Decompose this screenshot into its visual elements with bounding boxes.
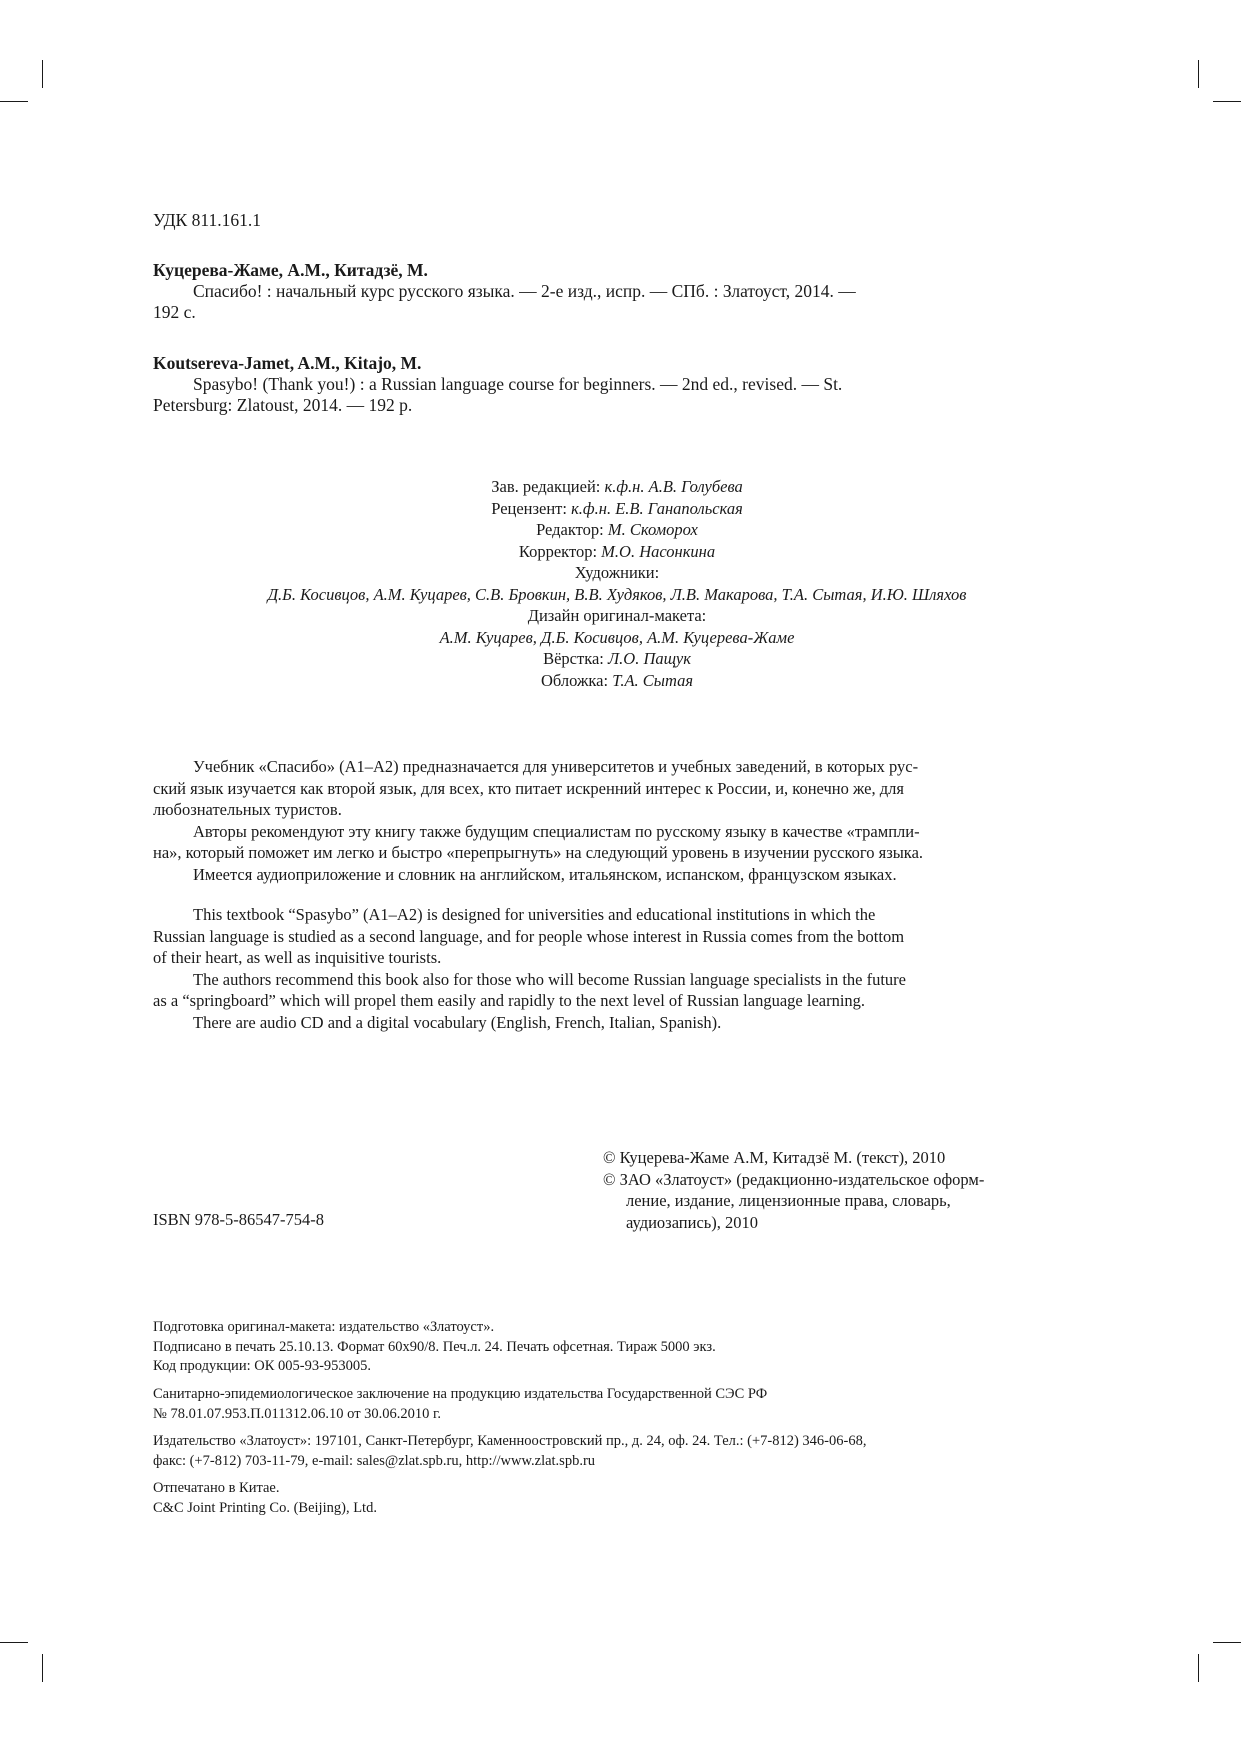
crop-mark: [42, 1654, 43, 1682]
ru-title-line: 192 с.: [153, 302, 196, 322]
credit-cover: [153, 670, 1081, 692]
credit-label: Корректор:: [518, 541, 598, 561]
credit-name: А.М. Куцарев, Д.Б. Косивцов, А.М. Куцерева-Жаме: [439, 627, 795, 647]
copyright-line: © ЗАО «Златоуст» (редакционно-издательское оформ-: [603, 1169, 985, 1189]
credit-name: Т.А. Сытая: [612, 670, 693, 690]
credit-corrector: [153, 541, 1081, 563]
annotation-line: на», который поможет им легко и быстро «перепрыгнуть» на следующий уровень в изучении русского языка.: [153, 843, 924, 862]
credit-chief-editor: [153, 476, 1081, 498]
annotation-line: as a “springboard” which will propel them easily and rapidly to the next level of Russian language learning.: [153, 991, 866, 1010]
ru-authors: Куцерева-Жаме, А.М., Китадзё, М.: [153, 260, 428, 280]
credit-name: М. Скоморох: [607, 520, 698, 539]
crop-mark: [1213, 101, 1241, 102]
annotation-line: Авторы рекомендуют эту книгу также будущим специалистам по русскому языку в качестве «трампли-: [193, 821, 920, 841]
imprint-line: № 78.01.07.953.П.011312.06.10 от 30.06.2010 г.: [153, 1405, 441, 1422]
copyright-block: [603, 1147, 1081, 1233]
annotation-line: This textbook “Spasybo” (А1–А2) is designed for universities and educational institutions in which the: [193, 905, 876, 924]
annotation-line: Имеется аудиоприложение и словник на английском, итальянском, испанском, французском языках.: [193, 864, 897, 884]
annotation-line: There are audio CD and a digital vocabulary (English, French, Italian, Spanish).: [193, 1012, 722, 1032]
imprint-publisher: [153, 1432, 1081, 1471]
copyright-line: © Куцерева-Жаме А.М, Китадзё М. (текст), 2010: [603, 1148, 946, 1167]
imprint-line: Издательство «Златоуст»: 197101, Санкт-Петербург, Каменноостровский пр., д. 24, оф. 24. Тел.: (+7-812) 346-06-68,: [153, 1433, 867, 1449]
copyright-line: аудиозапись), 2010: [626, 1212, 759, 1232]
annotation-en: [153, 904, 1081, 1033]
en-title-line: Petersburg: Zlatoust, 2014. — 192 p.: [153, 395, 413, 415]
credit-label: Редактор:: [536, 520, 604, 539]
credit-layout: [153, 648, 1081, 670]
imprint-line: факс: (+7-812) 703-11-79, e-mail: sales@zlat.spb.ru, http://www.zlat.spb.ru: [153, 1452, 596, 1469]
imprint-line: Подписано в печать 25.10.13. Формат 60х90/8. Печ.л. 24. Печать офсетная. Тираж 5000 экз.: [153, 1338, 716, 1355]
ru-title-line: Спасибо! : начальный курс русского языка. — 2-е изд., испр. — СПб. : Златоуст, 2014. —: [193, 281, 856, 301]
annotation-ru: [153, 756, 1081, 885]
credit-design-names: [153, 627, 1081, 649]
annotation-line: of their heart, as well as inquisitive tourists.: [153, 948, 442, 967]
credit-label: Обложка:: [541, 670, 609, 690]
imprint-line: Код продукции: ОК 005-93-953005.: [153, 1358, 372, 1374]
crop-mark: [0, 101, 28, 102]
en-title-line: Spasybo! (Thank you!) : a Russian language course for beginners. — 2nd ed., revised. — St.: [193, 374, 843, 394]
imprint-line: Подготовка оригинал-макета: издательство «Златоуст».: [153, 1319, 495, 1335]
credit-reviewer: [153, 498, 1081, 520]
annotation-line: Russian language is studied as a second language, and for people whose interest in Russia comes from the bottom: [153, 926, 905, 946]
credit-name: Л.О. Пащук: [608, 649, 691, 668]
annotation-line: любознательных туристов.: [153, 800, 342, 819]
copyright-line: ление, издание, лицензионные права, словарь,: [626, 1191, 951, 1210]
crop-mark: [1198, 60, 1199, 88]
credit-artists-label: Художники:: [574, 563, 660, 582]
credit-design-label: Дизайн оригинал-макета:: [527, 606, 707, 625]
annotation-line: The authors recommend this book also for those who will become Russian language specialists in the future: [193, 969, 907, 989]
crop-mark: [42, 60, 43, 88]
credit-editor: [153, 519, 1081, 541]
imprint-line: Отпечатано в Китае.: [153, 1480, 280, 1496]
ru-bibliographic-entry: [153, 260, 1081, 323]
credit-label: Вёрстка:: [543, 649, 604, 668]
crop-mark: [1213, 1642, 1241, 1643]
imprint-sanitary: [153, 1385, 1081, 1424]
udk-code: УДК 811.161.1: [153, 210, 261, 230]
credit-label: Зав. редакцией:: [491, 477, 601, 496]
annotation-line: Учебник «Спасибо» (А1–А2) предназначается для университетов и учебных заведений, в которых рус-: [193, 757, 919, 776]
credit-artists-names: [153, 584, 1081, 606]
crop-mark: [0, 1642, 28, 1643]
imprint-line: Санитарно-эпидемиологическое заключение на продукцию издательства Государственной СЭС РФ: [153, 1386, 768, 1402]
crop-mark: [1198, 1654, 1199, 1682]
en-authors: Koutsereva-Jamet, A.M., Kitajo, M.: [153, 353, 422, 373]
credit-name: Д.Б. Косивцов, А.М. Куцарев, С.В. Бровкин, В.В. Худяков, Л.В. Макарова, Т.А. Сытая, И.Ю. Шляхов: [267, 584, 967, 604]
credit-name: к.ф.н. Е.В. Ганапольская: [571, 498, 743, 518]
credit-name: к.ф.н. А.В. Голубева: [604, 477, 743, 496]
isbn: ISBN 978-5-86547-754-8: [153, 1210, 324, 1229]
annotation-line: ский язык изучается как второй язык, для всех, кто питает искренний интерес к России, и, конечно же, для: [153, 778, 904, 798]
credit-label: Рецензент:: [491, 498, 567, 518]
credits-block: [153, 476, 1081, 691]
credit-name: М.О. Насонкина: [601, 541, 716, 561]
imprint-printer: [153, 1479, 1081, 1518]
en-bibliographic-entry: [153, 353, 1081, 416]
imprint-line: C&C Joint Printing Co. (Beijing), Ltd.: [153, 1499, 377, 1516]
imprint-production: [153, 1318, 1081, 1377]
